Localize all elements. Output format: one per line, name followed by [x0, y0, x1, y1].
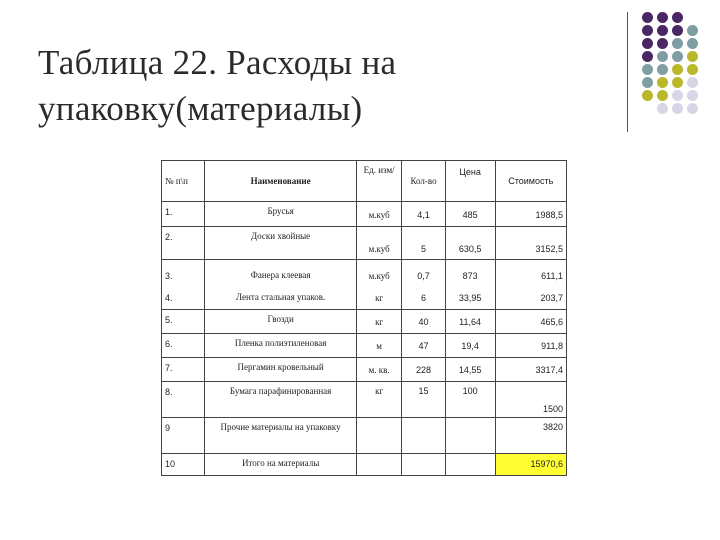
- table-row: [162, 418, 567, 454]
- decor-dot: [657, 38, 668, 49]
- decor-dot: [672, 77, 683, 88]
- cell-qty: [402, 418, 445, 454]
- cell-price: 630,5: [445, 227, 495, 260]
- cell-unit-a: м.куб: [368, 271, 390, 281]
- decor-dot: [657, 25, 668, 36]
- decor-dot: [672, 90, 683, 101]
- cell-num: 2.: [162, 227, 205, 260]
- cell-qty: 228: [402, 358, 445, 382]
- cell-price: 11,64: [445, 310, 495, 334]
- decor-dot: [642, 64, 653, 75]
- cell-unit: м.куб: [356, 202, 401, 227]
- vertical-divider: [627, 12, 628, 132]
- decor-dot: [687, 64, 698, 75]
- materials-table: [161, 160, 567, 476]
- cell-price: [445, 454, 495, 476]
- decor-dot: [642, 51, 653, 62]
- table-row: [162, 260, 567, 310]
- cell-qty: [402, 454, 445, 476]
- decor-dot: [642, 77, 653, 88]
- table-header-row: [162, 161, 567, 202]
- cell-qty-a: 0,7: [417, 271, 430, 281]
- header-qty: Кол-во: [402, 161, 445, 202]
- decor-dot: [672, 103, 683, 114]
- cell-name: Гвозди: [205, 310, 357, 334]
- decor-dot: [687, 25, 698, 36]
- cell-name: Пергамин кровельный: [205, 358, 357, 382]
- cell-unit: [356, 260, 401, 310]
- cell-cost: 1500: [495, 382, 567, 418]
- header-cost: Стоимость: [495, 161, 567, 202]
- cell-qty: 5: [402, 227, 445, 260]
- cell-price: [445, 260, 495, 310]
- decor-dot: [657, 103, 668, 114]
- table-row: [162, 202, 567, 227]
- table-row: [162, 334, 567, 358]
- cell-name-a: Фанера клеевая: [250, 270, 311, 280]
- cell-unit: [356, 454, 401, 476]
- decor-dot: [687, 51, 698, 62]
- cell-qty-b: 6: [421, 293, 427, 303]
- cell-price: [445, 418, 495, 454]
- cell-unit: кг: [356, 382, 401, 418]
- decor-dot: [642, 90, 653, 101]
- cell-cost: 465,6: [495, 310, 567, 334]
- decor-dot: [657, 51, 668, 62]
- header-price: Цена: [445, 161, 495, 202]
- header-unit: Ед. изм/: [356, 161, 401, 202]
- cell-price: 19,4: [445, 334, 495, 358]
- cell-unit: м.куб: [356, 227, 401, 260]
- decor-dot: [657, 12, 668, 23]
- cell-cost-a: 611,1: [541, 271, 563, 281]
- cell-name: Пленка полиэтиленовая: [205, 334, 357, 358]
- cell-total-cost: 15970,6: [495, 454, 567, 476]
- cell-name: [205, 260, 357, 310]
- cell-unit: м. кв.: [356, 358, 401, 382]
- cell-price-b: 33,95: [458, 293, 482, 303]
- cell-cost: 3317,4: [495, 358, 567, 382]
- cell-qty: [402, 260, 445, 310]
- cell-num: [162, 260, 205, 310]
- page-title: Таблица 22. Расходы на упаковку(материалы): [38, 43, 397, 128]
- header-num: № п\п: [162, 161, 205, 202]
- decor-dot: [687, 38, 698, 49]
- decor-dot: [672, 64, 683, 75]
- decor-dot: [672, 25, 683, 36]
- cell-num: 5.: [162, 310, 205, 334]
- decor-dot: [687, 103, 698, 114]
- decor-dot: [642, 25, 653, 36]
- cell-qty: 15: [402, 382, 445, 418]
- cell-cost: 1988,5: [495, 202, 567, 227]
- cell-unit: кг: [356, 310, 401, 334]
- cell-cost-b: 203,7: [540, 293, 563, 303]
- table-row: [162, 454, 567, 476]
- cell-cost: 3152,5: [495, 227, 567, 260]
- cell-num: 6.: [162, 334, 205, 358]
- cell-name: Прочие материалы на упаковку: [205, 418, 357, 454]
- cell-unit: [356, 418, 401, 454]
- cell-price: 100: [445, 382, 495, 418]
- cell-num-b: 4.: [165, 293, 173, 303]
- cell-num: 9: [162, 418, 205, 454]
- cell-price: 14,55: [445, 358, 495, 382]
- cell-unit: м: [356, 334, 401, 358]
- cell-cost: 3820: [495, 418, 567, 454]
- cell-num: 7.: [162, 358, 205, 382]
- decor-dot: [657, 77, 668, 88]
- table-row: [162, 382, 567, 418]
- cell-name: Итого на материалы: [205, 454, 357, 476]
- cell-price-a: 873: [462, 271, 478, 281]
- cell-name-b: Лента стальная упаков.: [235, 292, 326, 302]
- decor-dot: [687, 77, 698, 88]
- decor-dot: [672, 12, 683, 23]
- cell-num-a: 3.: [165, 271, 173, 281]
- table-row: [162, 310, 567, 334]
- cell-price: 485: [445, 202, 495, 227]
- cell-name: Доски хвойные: [205, 227, 357, 260]
- cell-name: Брусья: [205, 202, 357, 227]
- cell-num: 8.: [162, 382, 205, 418]
- decor-dot: [642, 12, 653, 23]
- cell-qty: 47: [402, 334, 445, 358]
- table-row: [162, 358, 567, 382]
- cell-cost: [495, 260, 567, 310]
- cell-qty: 40: [402, 310, 445, 334]
- cell-name: Бумага парафинированная: [205, 382, 357, 418]
- cell-num: 10: [162, 454, 205, 476]
- decor-dot: [672, 51, 683, 62]
- table-row: [162, 227, 567, 260]
- decor-dot: [672, 38, 683, 49]
- cell-qty: 4,1: [402, 202, 445, 227]
- cell-unit-b: кг: [375, 293, 384, 303]
- decor-dot: [687, 90, 698, 101]
- decor-dot: [657, 90, 668, 101]
- cell-cost: 911,8: [495, 334, 567, 358]
- cell-num: 1.: [162, 202, 205, 227]
- decor-dot: [657, 64, 668, 75]
- header-name: Наименование: [205, 161, 357, 202]
- decor-dot: [642, 38, 653, 49]
